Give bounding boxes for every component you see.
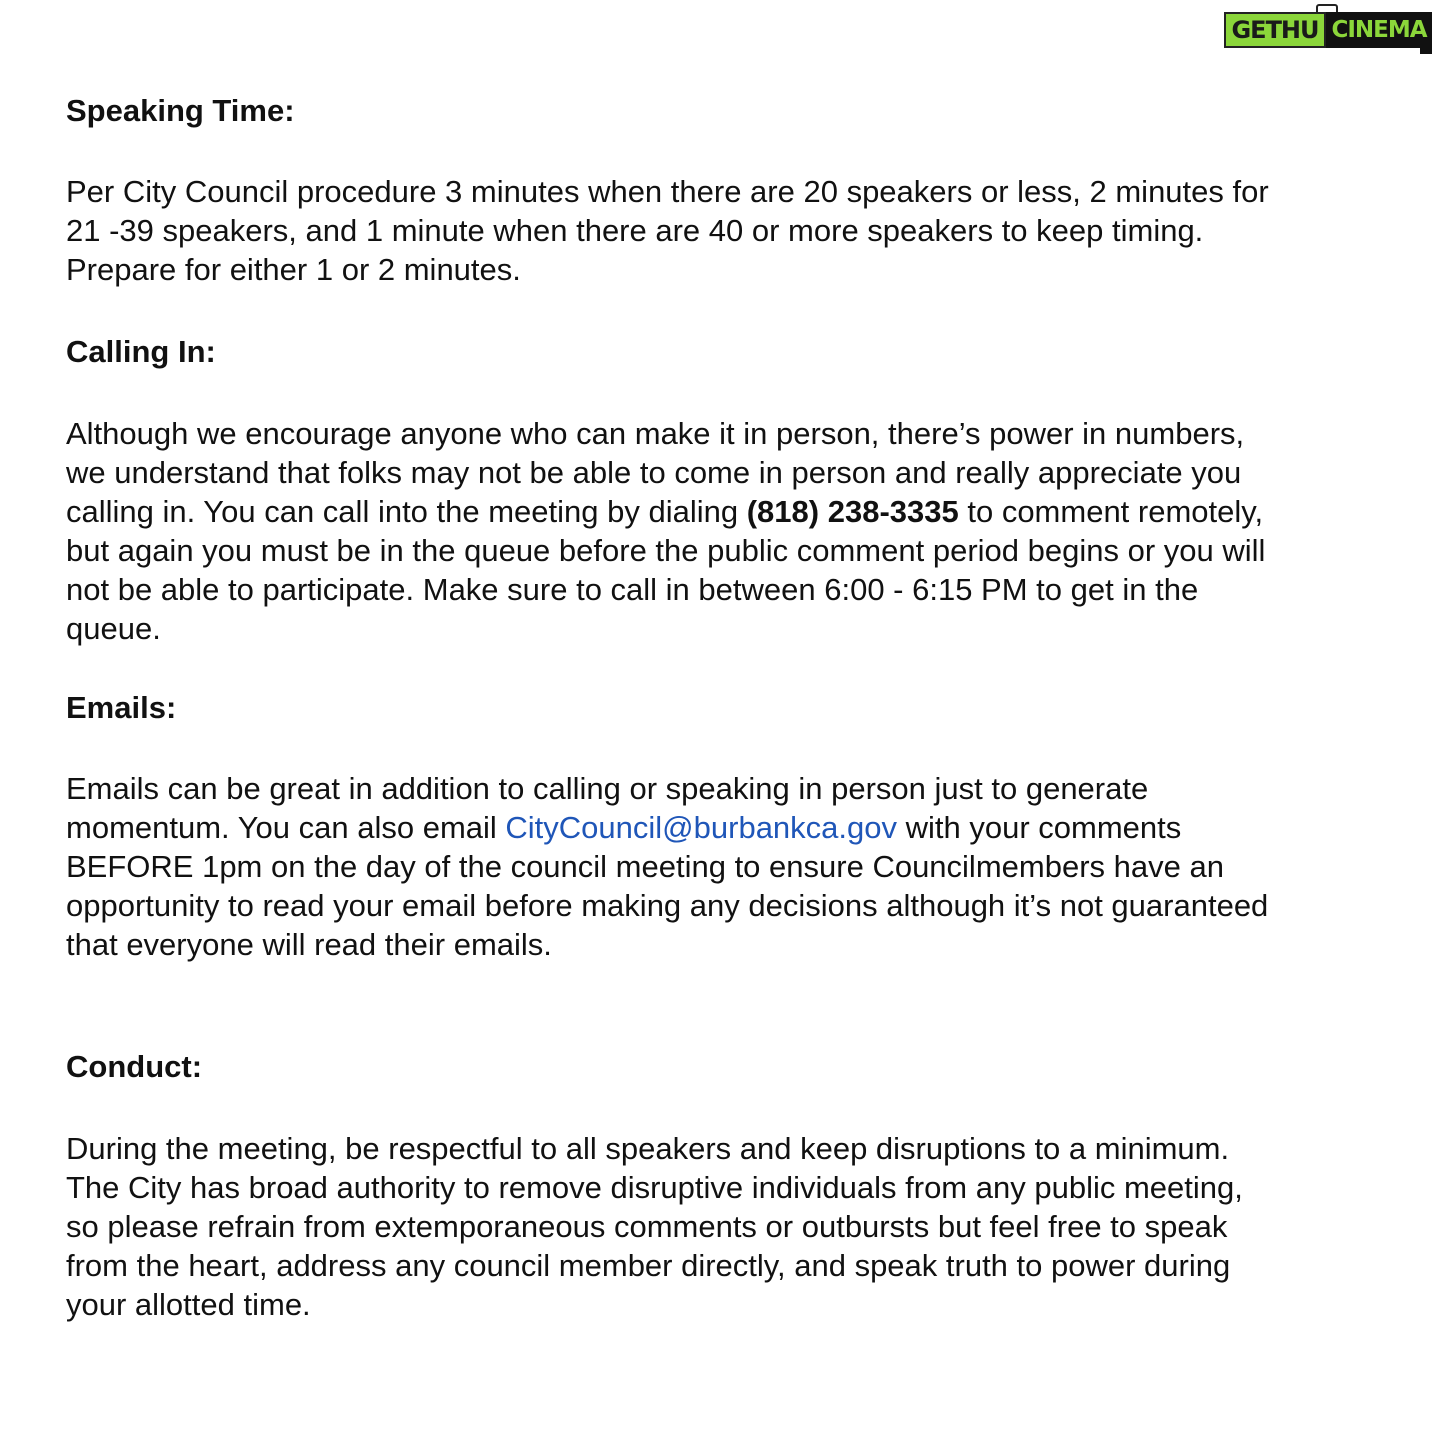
text-line: During the meeting, be respectful to all speakers and keep disruptions to a minimum. — [66, 1131, 1230, 1166]
text-line: BEFORE 1pm on the day of the council meeting to ensure Councilmembers have an — [66, 849, 1224, 884]
text-fragment: to comment remotely, — [958, 494, 1264, 529]
text-line-with-phone — [66, 492, 1386, 531]
text-line: Per City Council procedure 3 minutes when there are 20 speakers or less, 2 minutes for — [66, 174, 1269, 209]
film-strip-icon — [1420, 46, 1432, 54]
conduct-paragraph — [66, 1129, 1386, 1324]
text-fragment: calling in. You can call into the meeting by dialing — [66, 494, 747, 529]
gethu-cinema-logo — [1224, 6, 1436, 56]
conduct-heading: Conduct: — [66, 1049, 203, 1084]
text-line: your allotted time. — [66, 1287, 311, 1322]
logo-left-text: GETHU — [1224, 12, 1326, 48]
emails-paragraph — [66, 769, 1386, 964]
text-fragment: momentum. You can also email — [66, 810, 506, 845]
email-link[interactable]: CityCouncil@burbankca.gov — [505, 810, 898, 845]
text-line: opportunity to read your email before making any decisions although it’s not guaranteed — [66, 888, 1269, 923]
text-line-with-email — [66, 808, 1386, 847]
text-line: that everyone will read their emails. — [66, 927, 552, 962]
text-line: Although we encourage anyone who can make it in person, there’s power in numbers, — [66, 416, 1245, 451]
speaking-time-heading: Speaking Time: — [66, 93, 295, 128]
text-line: Emails can be great in addition to calling or speaking in person just to generate — [66, 771, 1149, 806]
speaking-time-paragraph — [66, 172, 1386, 289]
text-line: Prepare for either 1 or 2 minutes. — [66, 252, 521, 287]
text-line: queue. — [66, 611, 161, 646]
logo-right-text: CINEMA — [1326, 12, 1432, 48]
text-line: from the heart, address any council member directly, and speak truth to power during — [66, 1248, 1231, 1283]
text-line: but again you must be in the queue before the public comment period begins or you will — [66, 533, 1266, 568]
calling-in-heading: Calling In: — [66, 334, 216, 369]
text-line: 21 -39 speakers, and 1 minute when there are 40 or more speakers to keep timing. — [66, 213, 1204, 248]
text-line: not be able to participate. Make sure to call in between 6:00 - 6:15 PM to get in the — [66, 572, 1199, 607]
text-line: we understand that folks may not be able to come in person and really appreciate you — [66, 455, 1242, 490]
text-fragment: with your comments — [897, 810, 1182, 845]
phone-number[interactable]: (818) 238-3335 — [746, 494, 959, 529]
emails-heading: Emails: — [66, 690, 177, 725]
text-line: The City has broad authority to remove disruptive individuals from any public meeting, — [66, 1170, 1243, 1205]
text-line: so please refrain from extemporaneous comments or outbursts but feel free to speak — [66, 1209, 1228, 1244]
calling-in-paragraph — [66, 414, 1386, 648]
